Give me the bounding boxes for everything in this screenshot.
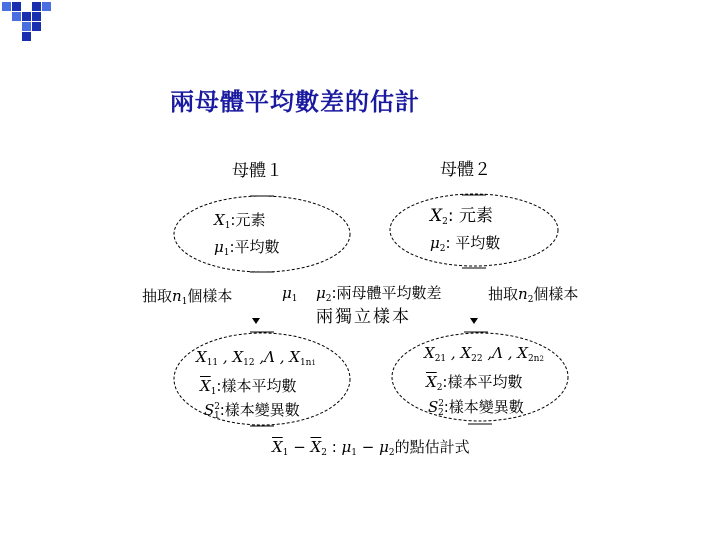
sample2-count-label: 抽取$n_2$個樣本 (488, 285, 579, 305)
independent-samples-label: 兩獨立樣本 (316, 307, 411, 327)
sample1-elements: $X_{11}$ , $X_{12}$ ,Λ , $X_{1n1}$ (196, 348, 316, 368)
population2-element: $X_2$: 元素 (430, 206, 493, 227)
population2-ellipse (390, 194, 558, 266)
sample1-variance: $S^2_1$:樣本變異數 (204, 401, 300, 421)
sample2-variance: $S^2_2$:樣本變異數 (428, 398, 524, 418)
population1-heading: 母體１ (232, 161, 283, 181)
sample1-count-label: 抽取$n_1$個樣本 (142, 287, 233, 307)
sample2-mean: $\overline{X}_2$:樣本平均數 (426, 373, 523, 393)
sample2-elements: $X_{21}$ , $X_{22}$ ,Λ , $X_{2n2}$ (424, 344, 544, 364)
population2-mean: $\mu_2$: 平均數 (430, 234, 501, 254)
sample1-mean: $\overline{X}_1$:樣本平均數 (200, 377, 297, 397)
diff-label: $\mu_2$:兩母體平均數差 (316, 284, 442, 304)
page-title: 兩母體平均數差的估計 (170, 87, 420, 116)
arrow-down-2 (470, 318, 478, 324)
population2-heading: 母體２ (440, 160, 491, 180)
mu1-symbol: $\mu_1$ (282, 284, 298, 304)
point-estimator: $\overline{X}_1 - \overline{X}_2$ : $\mu_1 - \mu_2$的點估計式 (272, 438, 470, 458)
population1-element: $X_1$:元素 (214, 211, 266, 231)
population1-ellipse (174, 196, 350, 272)
arrow-down-1 (252, 318, 260, 324)
population1-mean: $\mu_1$:平均數 (214, 238, 280, 258)
